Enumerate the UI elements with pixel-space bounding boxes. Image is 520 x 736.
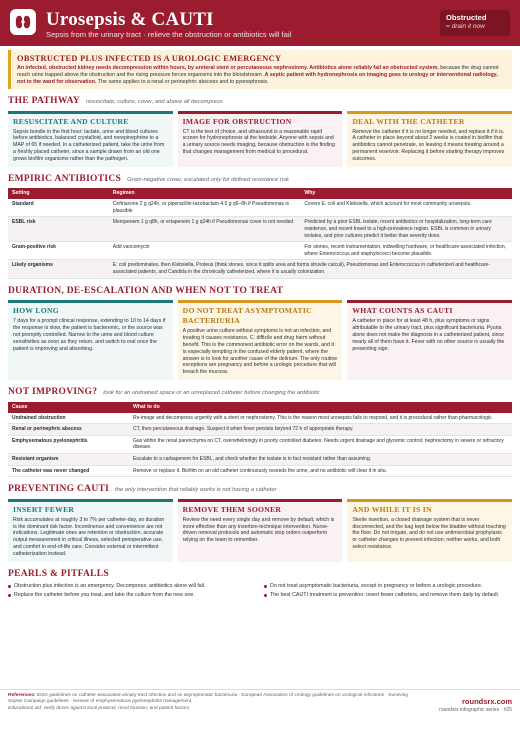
pearls-list [8,583,512,601]
not-improving-title: NOT IMPROVING? [8,387,98,398]
tag-subtitle: = drain it now [446,23,485,31]
prevent-heading [8,483,512,496]
card-title: IMAGE FOR OBSTRUCTION [182,116,292,126]
col-regimen: Regimen [109,188,301,199]
pearls-title: PEARLS & PITFALLS [8,568,109,579]
cell: ESBL risk [8,217,109,242]
col-cause: Cause [8,402,129,413]
card-title: INSERT FEWER [13,504,75,514]
cell: E. coli predominates, then Klebsiella, Proteus (think stones, since it splits urea and forms struvite calculi), Pseudomonas and Enterococcus in catheterized and healthcare-associated patients, and Candida in the chronically catheterized, where it is usually colonization. [109,260,512,278]
cell: CT, then percutaneous drainage. Suspect it when fever persists beyond 72 h of appropriate therapy. [129,424,512,436]
cell: Gas within the renal parenchyma on CT, overwhelmingly in poorly controlled diabetes. Needs urgent drainage and glycemic control; nephrectomy in severe or refractory disease. [129,435,512,453]
cell: Emphysematous pyelonephritis [8,435,129,453]
pearls-heading [8,568,512,581]
duration-card-asymptomatic [178,300,343,380]
cell: Escalate to a carbapenem for ESBL, and check whether the isolate is in fact resistant rather than assuming. [129,453,512,465]
table-row [8,199,512,217]
prevent-card-insert-fewer [8,499,173,562]
empiric-note: Gram-negative cover, escalated only for defined resistance risk [127,176,289,183]
duration-heading [8,285,512,298]
kidney-logo-icon [10,9,36,35]
pathway-card-catheter [347,111,512,167]
disclaimer: Educational aid; verify doses against local protocol, renal function, and patient factors. [8,705,191,711]
card-body: A catheter in place for at least 48 h, plus symptoms or signs attributable to the urinary tract, plus significant bacteriuria. Pyuria alone does not make the diagnosis in a catheterized patient, since nearly all of them have it. Fever with no other source is usually the presenting sign. [352,318,505,352]
refs-text: IDSA guidelines on catheter-associated urinary tract infection and on asymptomatic bacteriuria · European Association of Urology guidelines on urological infections · Surviving Sepsis Campaign guidelines · reviews of emphysematous pyelonephritis management. [8,693,408,705]
pathway-cards [8,111,512,167]
empiric-table [8,188,512,278]
col-action: What to do [129,402,512,413]
cell: Undrained obstruction [8,413,129,424]
card-body: CT is the test of choice, and ultrasound is a reasonable rapid screen for hydronephrosis at the bedside. Anyone with sepsis and a urinary source needs imaging, because obstruction is the finding that changes management from medical to procedural. [182,128,335,156]
cell: The catheter was never changed [8,465,129,477]
cell: Covers E. coli and Klebsiella, which account for most community urosepsis. [300,199,512,217]
cell: Add vancomycin [109,242,301,260]
card-title: HOW LONG [13,306,59,316]
tag-title: Obstructed [446,13,487,22]
cell: Remove or replace it. Biofilm on an old catheter continuously reseeds the urine, and no antibiotic will clear it in situ. [129,465,512,477]
prevent-card-remove-sooner [178,499,343,562]
brand-link[interactable]: roundsrx.com [461,697,512,706]
pathway-note: resuscitate, culture, cover, and above all decompress [86,99,223,106]
cell: Gram-positive risk [8,242,109,260]
duration-card-how-long [8,300,173,380]
not-improving-note: look for an undrained space or an unreplaced catheter before changing the antibiotic [103,390,320,397]
prevent-card-while-in [347,499,512,562]
table-row [8,453,512,465]
card-title: WHAT COUNTS AS CAUTI [352,306,453,316]
table-row [8,435,512,453]
alert-p1: An infected, obstructed kidney needs decompression within hours, by ureteral stent or percutaneous nephrostomy. Antibiotics alone reliably fail an obstructed system, [17,65,439,72]
alert-p3: A septic patient with hydronephrosis on imaging goes to urology or interventional radiology, not to the ward for observation. [17,72,498,86]
card-body: Sepsis bundle in the first hour: lactate, urine and blood cultures before antibiotics, balanced crystalloid, and norepinephrine to a MAP of 65 if needed. In a catheterized patient, take the urine from a freshly placed catheter, since a sample drawn from an old one grows biofilm organisms rather than the pathogen. [13,128,165,163]
card-title: AND WHILE IT IS IN [352,504,432,514]
card-body: A positive urine culture without symptoms is not an infection, and treating it causes resistance, C. difficile and drug harm without benefit. This is the commonest antibiotic error on the wards, and it is especially tempting in the confused elderly patient, where the answer is to look for another cause of the delirium. The only routine exceptions are pregnancy and before a urologic procedure that will breach the mucosa. [182,328,338,376]
table-row [8,465,512,477]
page-title: Urosepsis & CAUTI [46,9,214,30]
cell: Ceftriaxone 2 g q24h, or piperacillin-tazobactam 4.5 g q6–8h if Pseudomonas is plausible [109,199,301,217]
card-body: Sterile insertion, a closed drainage system that is never disconnected, and the bag kept below the bladder without touching the floor. Do not irrigate, and do not use antimicrobial prophylaxis or catheter changes to prevent infection; neither works, and both select resistance. [352,516,506,551]
series-label: roundsrx infographic series · #25 [439,706,512,713]
table-row [8,424,512,436]
cell: Meropenem 1 g q8h, or ertapenem 1 g q24h if Pseudomonas cover is not needed [109,217,301,242]
list-item: The best CAUTI treatment is prevention: insert fewer catheters, and remove them daily by default. [264,592,512,599]
pearls-right [264,583,512,601]
alert-title: OBSTRUCTED PLUS INFECTED IS A UROLOGIC EMERGENCY [17,54,282,63]
prevent-title: PREVENTING CAUTI [8,484,110,495]
header [0,0,520,46]
not-improving-heading [8,386,512,399]
cell: Standard [8,199,109,217]
prevent-note: the only intervention that reliably works is not having a catheter [115,487,277,494]
refs-label: References: [8,693,36,698]
page-subtitle: Sepsis from the urinary tract · relieve the obstruction or antibiotics will fail [46,30,292,39]
not-improving-table [8,402,512,477]
list-item: Do not treat asymptomatic bacteriuria, except in pregnancy or before a urologic procedure. [264,583,512,590]
empiric-heading [8,173,512,186]
list-item: Obstruction plus infection is an emergency. Decompress; antibiotics alone will fail. [8,583,256,590]
cell: Predicted by a prior ESBL isolate, recent antibiotics or hospitalization, long-term care residence, and recent travel to a high-prevalence region. ESBL is common in urinary isolates, and prior cultures predict it better than severity does. [300,217,512,242]
table-row [8,260,512,278]
brand [439,697,512,714]
cell: Resistant organism [8,453,129,465]
card-title: DO NOT TREAT ASYMPTOMATIC BACTERIURIA [182,306,312,326]
emergency-alert [8,50,512,89]
footer [0,689,520,736]
pathway-card-resuscitate [8,111,173,167]
cell: For stones, recent instrumentation, indwelling hardware, or healthcare-associated infection, where Enterococcus and staphylococci become plausible. [300,242,512,260]
card-title: RESUSCITATE AND CULTURE [13,116,129,126]
cell: Renal or perinephric abscess [8,424,129,436]
alert-body [17,65,506,86]
empiric-title: EMPIRIC ANTIBIOTICS [8,173,122,184]
card-title: REMOVE THEM SOONER [182,504,282,514]
pathway-title: THE PATHWAY [8,96,81,107]
table-row [8,413,512,424]
references [8,693,418,712]
col-why: Why [300,188,512,199]
pathway-heading [8,95,512,108]
alert-p2: because the drug cannot reach urine trapped above the obstruction and the rising pressure forces organisms into the bloodstream. [17,65,499,79]
card-body: Review the need every single day and remove by default, which is more effective than any insertion-technique intervention. Nurse-driven removal protocols and automatic stop orders outperform relying on the team to remember. [182,516,335,544]
card-title: DEAL WITH THE CATHETER [352,116,465,126]
col-setting: Setting [8,188,109,199]
table-row [8,242,512,260]
card-body: 7 days for a prompt clinical response, extending to 10 to 14 days if the response is slow, the patient is bacteremic, or the source was not promptly controlled. Narrow to the urine and blood culture sensitivities as soon as they return, and switch to oral once the patient is improving and absorbing. [13,318,166,352]
pathway-card-image [178,111,343,167]
duration-cards [8,300,512,380]
list-item: Replace the catheter before you treat, and take the culture from the new one. [8,592,256,599]
duration-title: DURATION, DE-ESCALATION AND WHEN NOT TO TREAT [8,285,284,296]
prevent-cards [8,499,512,562]
alert-p4: The same applies to a renal or perinephric abscess and to pyonephrosis. [96,79,269,86]
header-tag [440,10,510,36]
pearls-left [8,583,256,601]
card-body: Risk accumulates at roughly 3 to 7% per catheter-day, so duration is the dominant risk factor. Incontinence and convenience are not indications. Legitimate ones are retention or obstruction, accurate output measurement in critical illness, selected perioperative use, and comfort in end-of-life care. Consider external or intermittent catheterization instead. [13,516,165,557]
duration-card-cauti [347,300,512,380]
card-body: Remove the catheter if it is no longer needed, and replace it if it is. A catheter in place beyond about 2 weeks is coated in biofilm that antibiotics cannot penetrate, so leaving it means treating around a permanent reservoir. Replacing it before starting therapy improves outcomes. [352,128,505,163]
table-row [8,217,512,242]
cell: Re-image and decompress urgently with a stent or nephrostomy. This is the reason most urosepsis fails to respond, and it is procedural rather than pharmacologic. [129,413,512,424]
cell: Likely organisms [8,260,109,278]
